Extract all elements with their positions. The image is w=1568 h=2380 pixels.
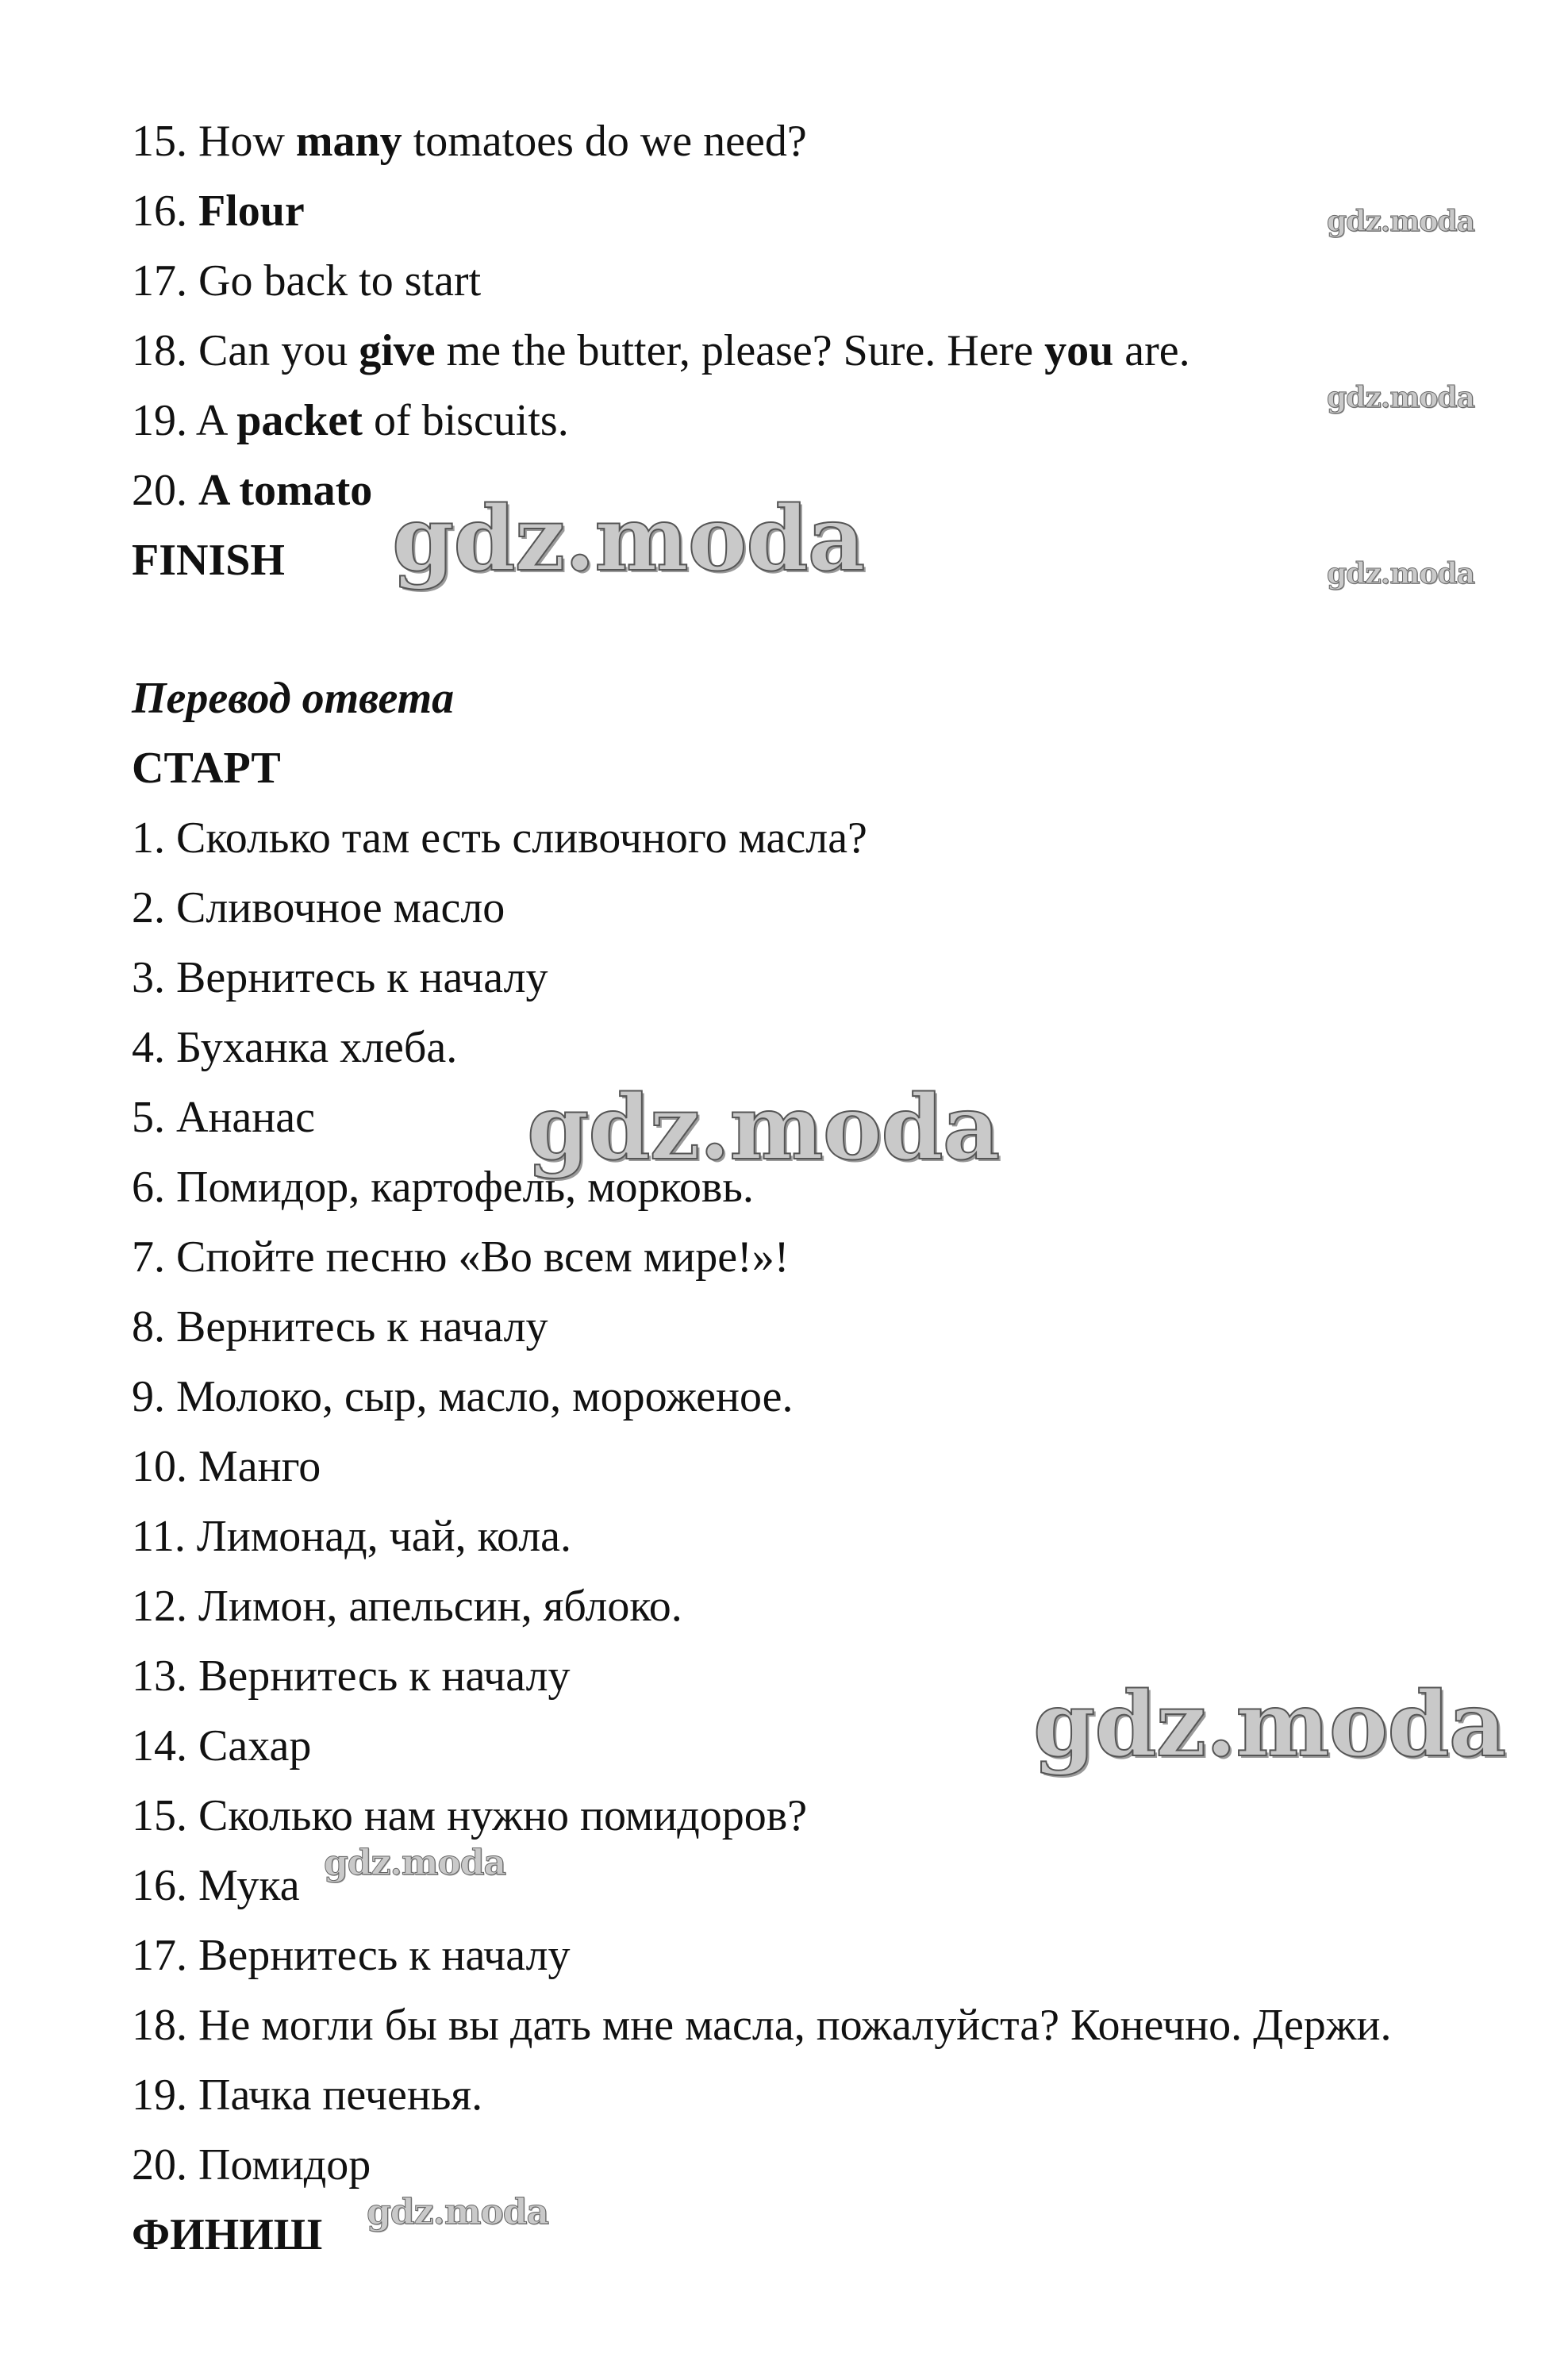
answer-line-19: 19. A packet of biscuits.	[132, 396, 569, 445]
answer-line-15: 15. How many tomatoes do we need?	[132, 117, 807, 166]
watermark: gdz.moda	[324, 1843, 506, 1883]
answer-line-17: 17. Go back to start	[132, 256, 482, 306]
translation-item: 11. Лимонад, чай, кола.	[132, 1512, 572, 1561]
translation-item: 8. Вернитесь к началу	[132, 1302, 548, 1351]
translation-item: 1. Сколько там есть сливочного масла?	[132, 813, 867, 863]
translation-item: 12. Лимон, апельсин, яблоко.	[132, 1582, 682, 1631]
translation-item: 10. Манго	[132, 1442, 321, 1491]
translation-item: 5. Ананас	[132, 1093, 315, 1142]
translation-item: 19. Пачка печенья.	[132, 2070, 483, 2120]
start-label: СТАРТ	[132, 744, 281, 793]
translation-item: 18. Не могли бы вы дать мне масла, пожалуйста? Конечно. Держи.	[132, 2001, 1392, 2050]
watermark: gdz.moda	[1327, 381, 1474, 414]
answer-line-18: 18. Can you give me the butter, please? Sure. Here you are.	[132, 326, 1190, 375]
translation-item: 17. Вернитесь к началу	[132, 1931, 571, 1980]
translation-item: 14. Сахар	[132, 1721, 312, 1771]
translation-heading: Перевод ответа	[132, 674, 455, 723]
translation-item: 16. Мука	[132, 1861, 300, 1910]
answer-line-16: 16. Flour	[132, 186, 305, 236]
translation-item: 4. Буханка хлеба.	[132, 1023, 458, 1072]
watermark: gdz.moda	[1033, 1673, 1506, 1777]
watermark: gdz.moda	[367, 2192, 549, 2232]
translation-item: 3. Вернитесь к началу	[132, 953, 548, 1002]
finish-label-ru: ФИНИШ	[132, 2210, 323, 2259]
watermark: gdz.moda	[1327, 557, 1474, 590]
translation-item: 2. Сливочное масло	[132, 883, 505, 932]
translation-item: 15. Сколько нам нужно помидоров?	[132, 1791, 808, 1840]
translation-item: 7. Спойте песню «Во всем мире!»!	[132, 1232, 790, 1282]
watermark: gdz.moda	[1327, 205, 1474, 238]
translation-item: 20. Помидор	[132, 2140, 371, 2190]
translation-item: 9. Молоко, сыр, масло, мороженое.	[132, 1372, 794, 1421]
answer-line-20: 20. A tomato	[132, 466, 373, 515]
translation-item: 13. Вернитесь к началу	[132, 1651, 571, 1701]
watermark: gdz.moda	[392, 487, 865, 591]
finish-label: FINISH	[132, 536, 285, 585]
translation-item: 6. Помидор, картофель, морковь.	[132, 1163, 754, 1212]
watermark: gdz.moda	[527, 1076, 1000, 1180]
